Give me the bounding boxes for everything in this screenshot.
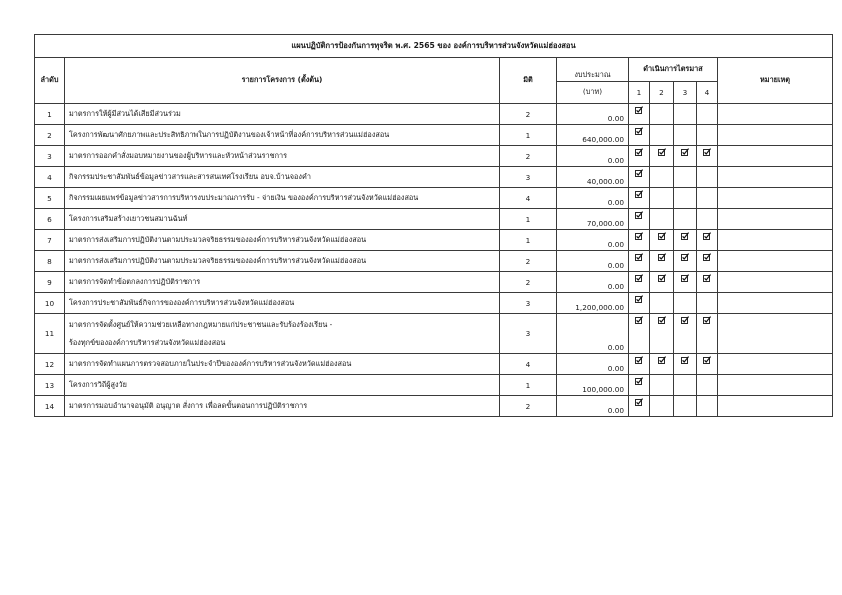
table-row [35, 167, 833, 188]
project-name-line-1: มาตรการจัดทำข้อตกลงการปฏิบัติราชการ [69, 276, 201, 286]
row-number: 6 [35, 209, 65, 230]
budget-cell: 0.00 [557, 396, 629, 417]
checked-box-icon [681, 232, 689, 240]
quarter-1-cell [629, 188, 650, 209]
checked-box-icon [703, 274, 711, 282]
dimension-cell: 2 [500, 146, 557, 167]
checked-box-icon [658, 316, 666, 324]
checked-box-icon [658, 232, 666, 240]
row-number: 7 [35, 230, 65, 251]
remark-cell [718, 396, 833, 417]
quarter-4-cell [697, 354, 718, 375]
budget-cell: 0.00 [557, 104, 629, 125]
header-remark: หมายเหตุ [718, 58, 833, 104]
table-row [35, 314, 833, 354]
checked-box-icon [681, 316, 689, 324]
quarter-1-cell [629, 354, 650, 375]
checked-box-icon [681, 274, 689, 282]
quarter-2-cell [650, 396, 674, 417]
quarter-3-cell [674, 104, 697, 125]
budget-cell: 0.00 [557, 230, 629, 251]
project-name-line-1: มาตรการส่งเสริมการปฏิบัติงานตามประมวลจริยธรรมขององค์การบริหารส่วนจังหวัดแม่ฮ่องสอน [69, 255, 367, 265]
quarter-2-cell [650, 230, 674, 251]
quarter-4-cell [697, 167, 718, 188]
project-name [65, 251, 500, 272]
project-name [65, 293, 500, 314]
header-quarter-1: 1 [629, 82, 650, 104]
dimension-cell: 4 [500, 354, 557, 375]
project-name-line-1: โครงการวิถีผู้สูงวัย [69, 379, 127, 389]
remark-cell [718, 375, 833, 396]
header-quarter-group: ดำเนินการไตรมาส [629, 58, 718, 82]
dimension-cell: 1 [500, 125, 557, 146]
dimension-cell: 2 [500, 104, 557, 125]
checked-box-icon [635, 274, 643, 282]
remark-cell [718, 314, 833, 354]
table-row [35, 188, 833, 209]
quarter-1-cell [629, 375, 650, 396]
quarter-3-cell [674, 230, 697, 251]
checked-box-icon [635, 169, 643, 177]
project-name [65, 230, 500, 251]
budget-cell: 70,000.00 [557, 209, 629, 230]
quarter-3-cell [674, 396, 697, 417]
row-number: 5 [35, 188, 65, 209]
header-budget: งบประมาณ [557, 58, 629, 82]
table-row [35, 146, 833, 167]
checked-box-icon [658, 148, 666, 156]
quarter-3-cell [674, 188, 697, 209]
row-number: 11 [35, 314, 65, 354]
quarter-1-cell [629, 230, 650, 251]
table-row [35, 251, 833, 272]
remark-cell [718, 272, 833, 293]
header-quarter-4: 4 [697, 82, 718, 104]
checked-box-icon [703, 316, 711, 324]
quarter-1-cell [629, 272, 650, 293]
quarter-2-cell [650, 314, 674, 354]
row-number: 3 [35, 146, 65, 167]
quarter-3-cell [674, 251, 697, 272]
plan-sheet [34, 34, 833, 417]
checked-box-icon [681, 356, 689, 364]
project-name [65, 167, 500, 188]
project-name-line-1: มาตรการจัดทำแผนการตรวจสอบภายในประจำปีขององค์การบริหารส่วนจังหวัดแม่ฮ่องสอน [69, 358, 352, 368]
quarter-2-cell [650, 272, 674, 293]
checked-box-icon [635, 356, 643, 364]
header-no: ลำดับ [35, 58, 65, 104]
quarter-4-cell [697, 188, 718, 209]
quarter-4-cell [697, 209, 718, 230]
dimension-cell: 3 [500, 293, 557, 314]
quarter-4-cell [697, 396, 718, 417]
quarter-3-cell [674, 272, 697, 293]
plan-table [34, 34, 833, 417]
quarter-4-cell [697, 230, 718, 251]
checked-box-icon [635, 232, 643, 240]
row-number: 2 [35, 125, 65, 146]
quarter-4-cell [697, 375, 718, 396]
quarter-2-cell [650, 251, 674, 272]
quarter-3-cell [674, 375, 697, 396]
project-name [65, 314, 500, 354]
remark-cell [718, 230, 833, 251]
checked-box-icon [658, 274, 666, 282]
project-name-line-1: มาตรการมอบอำนาจอนุมัติ อนุญาต สั่งการ เพื่อลดขั้นตอนการปฏิบัติราชการ [69, 400, 308, 410]
checked-box-icon [703, 148, 711, 156]
quarter-1-cell [629, 167, 650, 188]
table-body [35, 104, 833, 417]
table-row [35, 104, 833, 125]
row-number: 14 [35, 396, 65, 417]
quarter-1-cell [629, 146, 650, 167]
remark-cell [718, 146, 833, 167]
budget-cell: 0.00 [557, 272, 629, 293]
quarter-4-cell [697, 272, 718, 293]
budget-cell: 640,000.00 [557, 125, 629, 146]
project-name-line-1: โครงการพัฒนาศักยภาพและประสิทธิภาพในการปฏิบัติงานของเจ้าหน้าที่องค์การบริหารส่วนแม่ฮ่องสอน [69, 129, 390, 139]
budget-cell: 0.00 [557, 188, 629, 209]
quarter-2-cell [650, 104, 674, 125]
checked-box-icon [681, 148, 689, 156]
project-name-line-1: โครงการเสริมสร้างเยาวชนสมานฉันท์ [69, 213, 188, 223]
quarter-2-cell [650, 375, 674, 396]
quarter-3-cell [674, 125, 697, 146]
project-name [65, 146, 500, 167]
quarter-1-cell [629, 293, 650, 314]
project-name-line-2: ร้องทุกข์ขององค์การบริหารส่วนจังหวัดแม่ฮ่องสอน [69, 337, 226, 347]
row-number: 12 [35, 354, 65, 375]
header-budget-unit: (บาท) [557, 82, 629, 104]
budget-cell: 100,000.00 [557, 375, 629, 396]
header-quarter-3: 3 [674, 82, 697, 104]
quarter-1-cell [629, 314, 650, 354]
remark-cell [718, 125, 833, 146]
quarter-2-cell [650, 188, 674, 209]
checked-box-icon [635, 253, 643, 261]
checked-box-icon [635, 211, 643, 219]
dimension-cell: 3 [500, 167, 557, 188]
quarter-1-cell [629, 104, 650, 125]
row-number: 8 [35, 251, 65, 272]
checked-box-icon [703, 232, 711, 240]
checked-box-icon [635, 190, 643, 198]
row-number: 13 [35, 375, 65, 396]
checked-box-icon [635, 398, 643, 406]
checked-box-icon [635, 106, 643, 114]
dimension-cell: 1 [500, 230, 557, 251]
table-row [35, 209, 833, 230]
project-name-line-1: กิจกรรมเผยแพร่ข้อมูลข่าวสารการบริหารงบประมาณการรับ - จ่ายเงิน ขององค์การบริหารส่วนจังหวัดแม่ฮ่องสอน [69, 192, 419, 202]
quarter-4-cell [697, 125, 718, 146]
quarter-2-cell [650, 293, 674, 314]
project-name [65, 188, 500, 209]
table-row [35, 396, 833, 417]
quarter-3-cell [674, 293, 697, 314]
quarter-4-cell [697, 293, 718, 314]
project-name [65, 354, 500, 375]
quarter-3-cell [674, 146, 697, 167]
table-row [35, 272, 833, 293]
dimension-cell: 3 [500, 314, 557, 354]
project-name-line-1: มาตรการออกคำสั่งมอบหมายงานของผู้บริหารและหัวหน้าส่วนราชการ [69, 150, 288, 160]
quarter-4-cell [697, 314, 718, 354]
budget-cell: 1,200,000.00 [557, 293, 629, 314]
table-row [35, 354, 833, 375]
quarter-3-cell [674, 354, 697, 375]
row-number: 1 [35, 104, 65, 125]
dimension-cell: 4 [500, 188, 557, 209]
dimension-cell: 2 [500, 396, 557, 417]
quarter-4-cell [697, 146, 718, 167]
dimension-cell: 2 [500, 251, 557, 272]
checked-box-icon [658, 253, 666, 261]
checked-box-icon [635, 377, 643, 385]
table-row [35, 230, 833, 251]
checked-box-icon [681, 253, 689, 261]
remark-cell [718, 209, 833, 230]
project-name [65, 396, 500, 417]
project-name [65, 104, 500, 125]
budget-cell: 0.00 [557, 251, 629, 272]
table-row [35, 125, 833, 146]
table-row [35, 293, 833, 314]
dimension-cell: 1 [500, 375, 557, 396]
quarter-1-cell [629, 396, 650, 417]
header-dimension: มิติ [500, 58, 557, 104]
remark-cell [718, 293, 833, 314]
quarter-3-cell [674, 167, 697, 188]
quarter-2-cell [650, 209, 674, 230]
quarter-2-cell [650, 146, 674, 167]
quarter-4-cell [697, 104, 718, 125]
project-name-line-1: กิจกรรมประชาสัมพันธ์ข้อมูลข่าวสารและสารสนเทศโรงเรียน อบจ.บ้านจองคำ [69, 171, 311, 181]
project-name [65, 209, 500, 230]
checked-box-icon [658, 356, 666, 364]
budget-cell: 0.00 [557, 354, 629, 375]
project-name-line-1: มาตรการจัดตั้งศูนย์ให้ความช่วยเหลือทางกฎหมายแก่ประชาชนและรับร้องร้องเรียน - [69, 319, 333, 329]
row-number: 4 [35, 167, 65, 188]
table-title: แผนปฏิบัติการป้องกันการทุจริต พ.ศ. 2565 ของ องค์การบริหารส่วนจังหวัดแม่ฮ่องสอน [35, 35, 833, 58]
project-name [65, 272, 500, 293]
checked-box-icon [635, 295, 643, 303]
row-number: 10 [35, 293, 65, 314]
quarter-2-cell [650, 125, 674, 146]
quarter-3-cell [674, 314, 697, 354]
quarter-2-cell [650, 167, 674, 188]
table-row [35, 375, 833, 396]
project-name-line-1: โครงการประชาสัมพันธ์กิจการขององค์การบริหารส่วนจังหวัดแม่ฮ่องสอน [69, 297, 295, 307]
quarter-2-cell [650, 354, 674, 375]
remark-cell [718, 104, 833, 125]
checked-box-icon [635, 148, 643, 156]
budget-cell: 0.00 [557, 314, 629, 354]
remark-cell [718, 188, 833, 209]
row-number: 9 [35, 272, 65, 293]
quarter-4-cell [697, 251, 718, 272]
checked-box-icon [703, 356, 711, 364]
budget-cell: 40,000.00 [557, 167, 629, 188]
checked-box-icon [703, 253, 711, 261]
quarter-1-cell [629, 125, 650, 146]
remark-cell [718, 354, 833, 375]
checked-box-icon [635, 316, 643, 324]
header-quarter-2: 2 [650, 82, 674, 104]
checked-box-icon [635, 127, 643, 135]
quarter-1-cell [629, 209, 650, 230]
header-project: รายการโครงการ (ตั้งต้น) [65, 58, 500, 104]
dimension-cell: 2 [500, 272, 557, 293]
project-name [65, 375, 500, 396]
remark-cell [718, 251, 833, 272]
dimension-cell: 1 [500, 209, 557, 230]
project-name-line-1: มาตรการให้ผู้มีส่วนได้เสียมีส่วนร่วม [69, 108, 181, 118]
project-name-line-1: มาตรการส่งเสริมการปฏิบัติงานตามประมวลจริยธรรมขององค์การบริหารส่วนจังหวัดแม่ฮ่องสอน [69, 234, 367, 244]
project-name [65, 125, 500, 146]
budget-cell: 0.00 [557, 146, 629, 167]
quarter-1-cell [629, 251, 650, 272]
quarter-3-cell [674, 209, 697, 230]
remark-cell [718, 167, 833, 188]
